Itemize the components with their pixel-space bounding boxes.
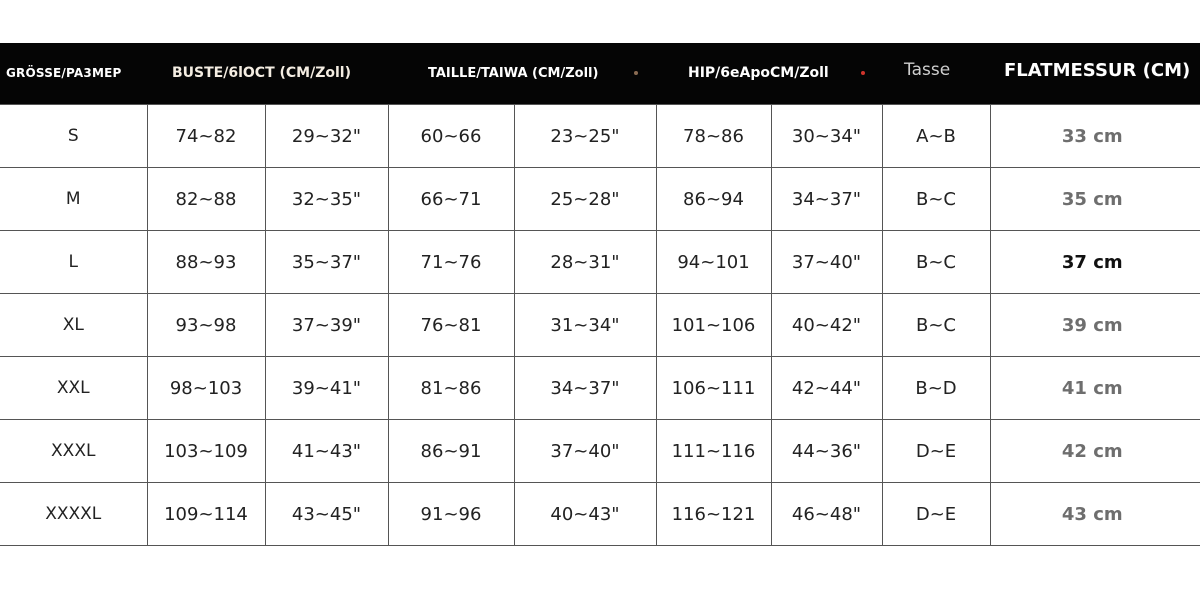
size-cell: XXXL — [0, 420, 147, 483]
size-cell: M — [0, 168, 147, 231]
header-flat-measure: FLATMESSUR (CM) — [1004, 60, 1191, 81]
flat-measure-cell: 39 cm — [990, 294, 1200, 357]
header-bust: BUSTE/6lOCT (CM/Zoll) — [172, 65, 351, 81]
waist-in-cell: 37~40" — [514, 420, 656, 483]
waist-cm-cell: 66~71 — [388, 168, 514, 231]
waist-cm-cell: 76~81 — [388, 294, 514, 357]
flat-measure-cell: 33 cm — [990, 105, 1200, 168]
size-chart-header — [0, 43, 1200, 104]
hip-cm-cell: 111~116 — [656, 420, 771, 483]
bust-cm-cell: 103~109 — [147, 420, 265, 483]
table-row — [0, 294, 1200, 357]
table-row — [0, 168, 1200, 231]
flat-measure-cell: 43 cm — [990, 483, 1200, 546]
header-size: GRÖSSE/PA3MEP — [6, 66, 122, 80]
header-waist: TAILLE/TAIWA (CM/Zoll) — [428, 66, 599, 81]
size-cell: L — [0, 231, 147, 294]
size-cell: S — [0, 105, 147, 168]
waist-cm-cell: 91~96 — [388, 483, 514, 546]
table-row — [0, 105, 1200, 168]
waist-in-cell: 40~43" — [514, 483, 656, 546]
waist-cm-cell: 86~91 — [388, 420, 514, 483]
flat-measure-cell: 42 cm — [990, 420, 1200, 483]
hip-cm-cell: 106~111 — [656, 357, 771, 420]
bust-cm-cell: 93~98 — [147, 294, 265, 357]
bust-cm-cell: 109~114 — [147, 483, 265, 546]
hip-cm-cell: 94~101 — [656, 231, 771, 294]
header-cup: Tasse — [904, 60, 951, 80]
hip-in-cell: 34~37" — [771, 168, 882, 231]
decorative-dot — [634, 71, 638, 75]
bust-cm-cell: 98~103 — [147, 357, 265, 420]
size-cell: XXXXL — [0, 483, 147, 546]
cup-cell: B~C — [882, 231, 990, 294]
bust-in-cell: 39~41" — [265, 357, 388, 420]
size-table — [0, 104, 1200, 546]
flat-measure-cell: 35 cm — [990, 168, 1200, 231]
bust-cm-cell: 82~88 — [147, 168, 265, 231]
cup-cell: B~C — [882, 294, 990, 357]
decorative-dot — [861, 71, 865, 75]
waist-in-cell: 28~31" — [514, 231, 656, 294]
bust-cm-cell: 74~82 — [147, 105, 265, 168]
cup-cell: B~C — [882, 168, 990, 231]
cup-cell: D~E — [882, 420, 990, 483]
table-row — [0, 483, 1200, 546]
flat-measure-cell: 37 cm — [990, 231, 1200, 294]
waist-cm-cell: 71~76 — [388, 231, 514, 294]
bust-in-cell: 37~39" — [265, 294, 388, 357]
header-hip: HIP/6eApoCM/Zoll — [688, 65, 829, 81]
hip-cm-cell: 101~106 — [656, 294, 771, 357]
hip-in-cell: 37~40" — [771, 231, 882, 294]
bust-in-cell: 35~37" — [265, 231, 388, 294]
waist-in-cell: 31~34" — [514, 294, 656, 357]
size-cell: XXL — [0, 357, 147, 420]
hip-cm-cell: 86~94 — [656, 168, 771, 231]
hip-in-cell: 44~36" — [771, 420, 882, 483]
bust-in-cell: 43~45" — [265, 483, 388, 546]
hip-in-cell: 30~34" — [771, 105, 882, 168]
hip-cm-cell: 78~86 — [656, 105, 771, 168]
hip-in-cell: 46~48" — [771, 483, 882, 546]
cup-cell: B~D — [882, 357, 990, 420]
waist-in-cell: 25~28" — [514, 168, 656, 231]
waist-cm-cell: 60~66 — [388, 105, 514, 168]
cup-cell: A~B — [882, 105, 990, 168]
size-cell: XL — [0, 294, 147, 357]
flat-measure-cell: 41 cm — [990, 357, 1200, 420]
hip-in-cell: 40~42" — [771, 294, 882, 357]
size-chart — [0, 43, 1200, 546]
table-row — [0, 357, 1200, 420]
hip-in-cell: 42~44" — [771, 357, 882, 420]
waist-in-cell: 34~37" — [514, 357, 656, 420]
table-row — [0, 420, 1200, 483]
bust-in-cell: 29~32" — [265, 105, 388, 168]
waist-in-cell: 23~25" — [514, 105, 656, 168]
cup-cell: D~E — [882, 483, 990, 546]
waist-cm-cell: 81~86 — [388, 357, 514, 420]
table-row — [0, 231, 1200, 294]
bust-in-cell: 32~35" — [265, 168, 388, 231]
bust-cm-cell: 88~93 — [147, 231, 265, 294]
bust-in-cell: 41~43" — [265, 420, 388, 483]
hip-cm-cell: 116~121 — [656, 483, 771, 546]
